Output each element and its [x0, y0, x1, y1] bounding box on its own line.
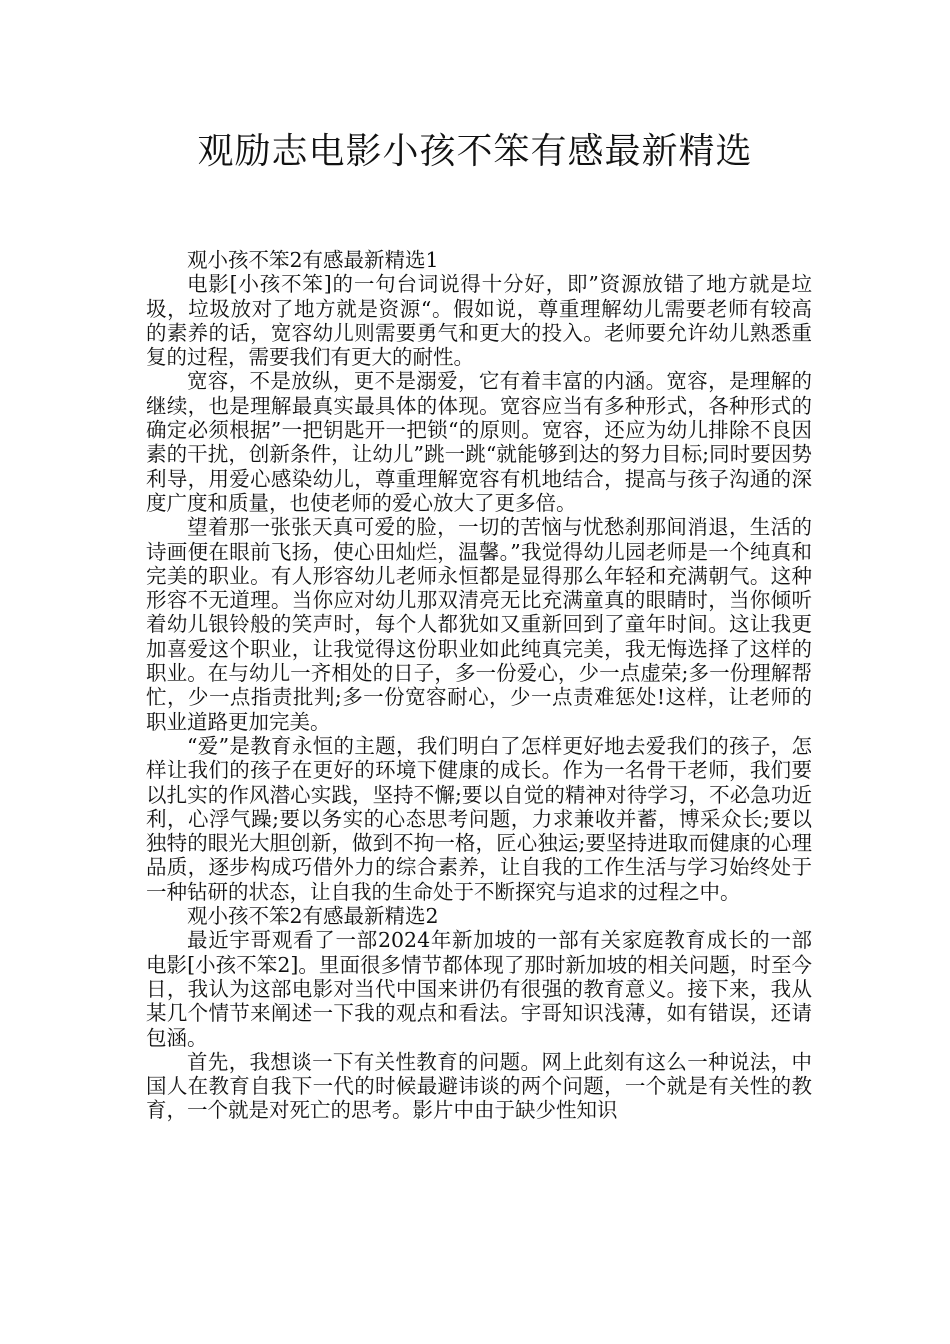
paragraph-heading-1: 观小孩不笨2有感最新精选1 — [187, 248, 439, 272]
document-title: 观励志电影小孩不笨有感最新精选 — [197, 131, 753, 172]
paragraph: 望着那一张张天真可爱的脸，一切的苦恼与忧愁刹那间消退，生活的诗画便在眼前飞扬，使心田灿烂，温馨。”我觉得幼儿园老师是一个纯真和完美的职业。有人形容幼儿老师永恒都是显得那么年轻和充满朝气。这种形容不无道理。当你应对幼儿那双清亮无比充满童真的眼睛时，当你倾听着幼儿银铃般的笑声时，每个人都犹如又重新回到了童年时间。这让我更加喜爱这个职业，让我觉得这份职业如此纯真完美，我无悔选择了这样的职业。在与幼儿一齐相处的日子，多一份爱心，少一点虚荣;多一份理解帮忙，少一点指责批判;多一份宽容耐心，少一点责难惩处!这样，让老师的职业道路更加完美。 — [146, 515, 812, 734]
paragraph: 首先，我想谈一下有关性教育的问题。网上此刻有这么一种说法，中国人在教育自我下一代的时候最避讳谈的两个问题，一个就是有关性的教育，一个就是对死亡的思考。影片中由于缺少性知识 — [146, 1049, 812, 1123]
paragraph: 最近宇哥观看了一部2024年新加坡的一部有关家庭教育成长的一部电影[小孩不笨2]。里面很多情节都体现了那时新加坡的相关问题，时至今日，我认为这部电影对当代中国来讲仍有很强的教育意义。接下来，我从某几个情节来阐述一下我的观点和看法。宇哥知识浅薄，如有错误，还请包涵。 — [146, 928, 812, 1050]
paragraph: 宽容，不是放纵，更不是溺爱，它有着丰富的内涵。宽容，是理解的继续，也是理解最真实最具体的体现。宽容应当有多种形式，各种形式的确定必须根据”一把钥匙开一把锁“的原则。宽容，还应为幼儿排除不良因素的干扰，创新条件，让幼儿”跳一跳“就能够到达的努力目标;同时要因势利导，用爱心感染幼儿，尊重理解宽容有机地结合，提高与孩子沟通的深度广度和质量，也使老师的爱心放大了更多倍。 — [146, 369, 812, 515]
paragraph: “爱”是教育永恒的主题，我们明白了怎样更好地去爱我们的孩子，怎样让我们的孩子在更好的环境下健康的成长。作为一名骨干老师，我们要以扎实的作风潜心实践，坚持不懈;要以自觉的精神对待学习，不必急功近利，心浮气躁;要以务实的心态思考问题，力求兼收并蓄，博采众长;要以独特的眼光大胆创新，做到不拘一格，匠心独运;要坚持进取而健康的心理品质，逐步构成巧借外力的综合素养，让自我的工作生活与学习始终处于一种钻研的状态，让自我的生命处于不断探究与追求的过程之中。 — [146, 733, 812, 904]
paragraph: 电影[小孩不笨]的一句台词说得十分好，即”资源放错了地方就是垃圾，垃圾放对了地方就是资源“。假如说，尊重理解幼儿需要老师有较高的素养的话，宽容幼儿则需要勇气和更大的投入。老师要允许幼儿熟悉重复的过程，需要我们有更大的耐性。 — [146, 272, 812, 370]
document-body — [146, 248, 812, 1123]
paragraph-heading-2: 观小孩不笨2有感最新精选2 — [187, 904, 439, 929]
